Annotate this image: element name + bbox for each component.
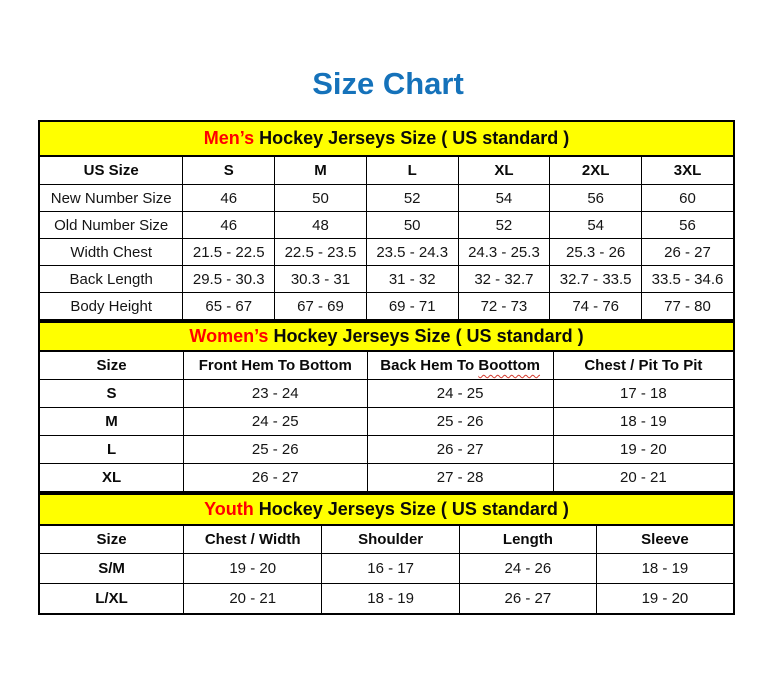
row-label: XL [39, 464, 184, 493]
value-cell: 46 [183, 185, 275, 212]
value-cell: 21.5 - 22.5 [183, 239, 275, 266]
header-row [39, 156, 734, 185]
table-row [39, 212, 734, 239]
table-row [39, 293, 734, 321]
row-label: L/XL [39, 584, 184, 615]
value-cell: 26 - 27 [459, 584, 596, 615]
value-cell: 50 [275, 185, 367, 212]
row-label: Back Length [39, 266, 183, 293]
band-accent: Men’s [203, 128, 255, 148]
row-label: New Number Size [39, 185, 183, 212]
value-cell: 67 - 69 [275, 293, 367, 321]
table-row [39, 408, 734, 436]
column-header: Size [39, 525, 184, 554]
value-cell: 29.5 - 30.3 [183, 266, 275, 293]
column-header: 2XL [550, 156, 642, 185]
value-cell: 17 - 18 [553, 380, 734, 408]
size-chart [38, 120, 735, 615]
misspelled-word: Boottom [478, 357, 541, 374]
row-label: L [39, 436, 184, 464]
value-cell: 25 - 26 [367, 408, 553, 436]
value-cell: 18 - 19 [553, 408, 734, 436]
table-row [39, 266, 734, 293]
header-row [39, 525, 734, 554]
column-header: M [275, 156, 367, 185]
value-cell: 33.5 - 34.6 [642, 266, 734, 293]
value-cell: 23 - 24 [184, 380, 367, 408]
column-header: Chest / Width [184, 525, 322, 554]
value-cell: 65 - 67 [183, 293, 275, 321]
column-header: Size [39, 351, 184, 380]
value-cell: 30.3 - 31 [275, 266, 367, 293]
value-cell: 48 [275, 212, 367, 239]
table-row [39, 436, 734, 464]
row-label: S [39, 380, 184, 408]
header-row [39, 351, 734, 380]
value-cell: 54 [550, 212, 642, 239]
men-band-title: Men’s Hockey Jerseys Size ( US standard ) [39, 121, 734, 156]
men-band [39, 121, 734, 156]
value-cell: 27 - 28 [367, 464, 553, 493]
table-row [39, 185, 734, 212]
value-cell: 20 - 21 [184, 584, 322, 615]
mens-size-table [38, 120, 735, 321]
value-cell: 50 [366, 212, 458, 239]
column-header: Front Hem To Bottom [184, 351, 367, 380]
value-cell: 20 - 21 [553, 464, 734, 493]
value-cell: 31 - 32 [366, 266, 458, 293]
value-cell: 24 - 25 [367, 380, 553, 408]
value-cell: 60 [642, 185, 734, 212]
column-header: US Size [39, 156, 183, 185]
value-cell: 32 - 32.7 [458, 266, 550, 293]
value-cell: 56 [642, 212, 734, 239]
column-header: Length [459, 525, 596, 554]
value-cell: 32.7 - 33.5 [550, 266, 642, 293]
page-title: Size Chart [312, 66, 464, 101]
column-header: Sleeve [596, 525, 734, 554]
row-label: S/M [39, 554, 184, 584]
table-row [39, 380, 734, 408]
value-cell: 77 - 80 [642, 293, 734, 321]
value-cell: 24 - 26 [459, 554, 596, 584]
womens-size-table [38, 321, 735, 493]
value-cell: 23.5 - 24.3 [366, 239, 458, 266]
value-cell: 69 - 71 [366, 293, 458, 321]
table-row [39, 554, 734, 584]
value-cell: 26 - 27 [642, 239, 734, 266]
column-header: L [366, 156, 458, 185]
value-cell: 25.3 - 26 [550, 239, 642, 266]
value-cell: 18 - 19 [596, 554, 734, 584]
band-accent: Youth [204, 499, 254, 519]
value-cell: 24.3 - 25.3 [458, 239, 550, 266]
youth-band [39, 494, 734, 525]
column-header: XL [458, 156, 550, 185]
value-cell: 18 - 19 [322, 584, 460, 615]
value-cell: 22.5 - 23.5 [275, 239, 367, 266]
row-label: Old Number Size [39, 212, 183, 239]
youth-band-title: Youth Hockey Jerseys Size ( US standard ) [39, 494, 734, 525]
value-cell: 16 - 17 [322, 554, 460, 584]
youth-size-table [38, 493, 735, 615]
table-row [39, 464, 734, 493]
column-header: 3XL [642, 156, 734, 185]
table-row [39, 239, 734, 266]
column-header: Shoulder [322, 525, 460, 554]
value-cell: 19 - 20 [553, 436, 734, 464]
row-label: Width Chest [39, 239, 183, 266]
women-band-title: Women’s Hockey Jerseys Size ( US standard ) [39, 322, 734, 351]
band-accent: Women’s [189, 326, 269, 346]
table-row [39, 584, 734, 615]
value-cell: 54 [458, 185, 550, 212]
value-cell: 52 [458, 212, 550, 239]
value-cell: 46 [183, 212, 275, 239]
value-cell: 19 - 20 [596, 584, 734, 615]
column-header: Chest / Pit To Pit [553, 351, 734, 380]
value-cell: 25 - 26 [184, 436, 367, 464]
value-cell: 72 - 73 [458, 293, 550, 321]
row-label: Body Height [39, 293, 183, 321]
value-cell: 19 - 20 [184, 554, 322, 584]
value-cell: 74 - 76 [550, 293, 642, 321]
column-header: Back Hem To Boottom [367, 351, 553, 380]
row-label: M [39, 408, 184, 436]
value-cell: 26 - 27 [367, 436, 553, 464]
column-header: S [183, 156, 275, 185]
value-cell: 52 [366, 185, 458, 212]
value-cell: 24 - 25 [184, 408, 367, 436]
value-cell: 56 [550, 185, 642, 212]
value-cell: 26 - 27 [184, 464, 367, 493]
women-band [39, 322, 734, 351]
